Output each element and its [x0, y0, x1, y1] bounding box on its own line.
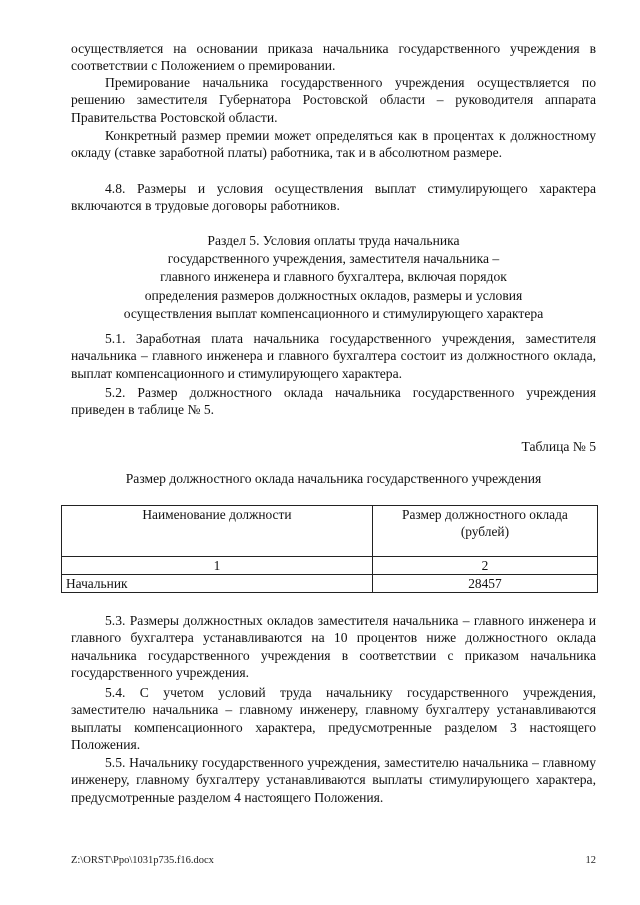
paragraph-5-2: 5.2. Размер должностного оклада начальника государственного учреждения приведен в таблице № 5.	[71, 385, 596, 418]
table-row	[62, 575, 598, 593]
table-cell-position: Начальник	[62, 575, 373, 593]
paragraph-continuation: осуществляется на основании приказа начальника государственного учреждения в соответствии с Положением о премировании.	[71, 41, 596, 74]
paragraph-5-4: 5.4. С учетом условий труда начальнику государственного учреждения, заместителю начальника – главному инженеру, главному бухгалтеру устанавливаются выплаты компенсационного характера, предусмотренные разделом 3 настоящего Положения.	[71, 685, 596, 753]
table-header-salary: Размер должностного оклада (рублей)	[372, 506, 597, 557]
paragraph-5-5: 5.5. Начальнику государственного учреждения, заместителю начальника – главному инженеру, главному бухгалтеру устанавливаются выплаты стимулирующего характера, предусмотренные разделом 4 настоящего Положения.	[71, 755, 596, 805]
paragraph-4-8: 4.8. Размеры и условия осуществления выплат стимулирующего характера включаются в трудовые договоры работников.	[71, 181, 596, 214]
table-col-number-1: 1	[62, 557, 373, 575]
section-5-heading	[71, 232, 596, 323]
table-number-row	[62, 557, 598, 575]
paragraph-5-1: 5.1. Заработная плата начальника государственного учреждения, заместителя начальника – главного инженера и главного бухгалтера состоит из должностного оклада, выплат компенсационного и стимулирующего характера.	[71, 331, 596, 381]
footer-file-path: Z:\ORST\Ppo\1031p735.f16.docx	[71, 855, 214, 866]
section-heading-line-5: осуществления выплат компенсационного и стимулирующего характера	[123, 305, 544, 321]
section-heading-line-1: Раздел 5. Условия оплаты труда начальника	[207, 233, 460, 248]
table-caption: Размер должностного оклада начальника государственного учреждения	[125, 471, 542, 486]
salary-table	[61, 505, 598, 593]
table-col-number-2: 2	[372, 557, 597, 575]
table-cell-salary: 28457	[372, 575, 597, 593]
table-label: Таблица № 5	[521, 439, 596, 454]
table-header-position: Наименование должности	[62, 506, 373, 557]
footer-page-number: 12	[585, 855, 596, 866]
paragraph-bonus-decision: Премирование начальника государственного учреждения осуществляется по решению заместителя Губернатора Ростовской области – руководителя аппарата Правительства Ростовской области.	[71, 75, 596, 125]
section-heading-line-4: определения размеров должностных окладов, размеры и условия	[144, 287, 523, 303]
paragraph-5-3: 5.3. Размеры должностных окладов заместителя начальника – главного инженера и главного бухгалтера устанавливаются на 10 процентов ниже должностного оклада начальника государственного учреждения в соответствии с приказом начальника государственного учреждения.	[71, 613, 596, 681]
table-header-row	[62, 506, 598, 557]
paragraph-bonus-amount: Конкретный размер премии может определяться как в процентах к должностному окладу (ставке заработной платы) работника, так и в абсолютном размере.	[71, 128, 596, 161]
section-heading-line-3: главного инженера и главного бухгалтера, включая порядок	[160, 269, 507, 285]
section-heading-line-2: государственного учреждения, заместителя начальника –	[167, 251, 500, 267]
